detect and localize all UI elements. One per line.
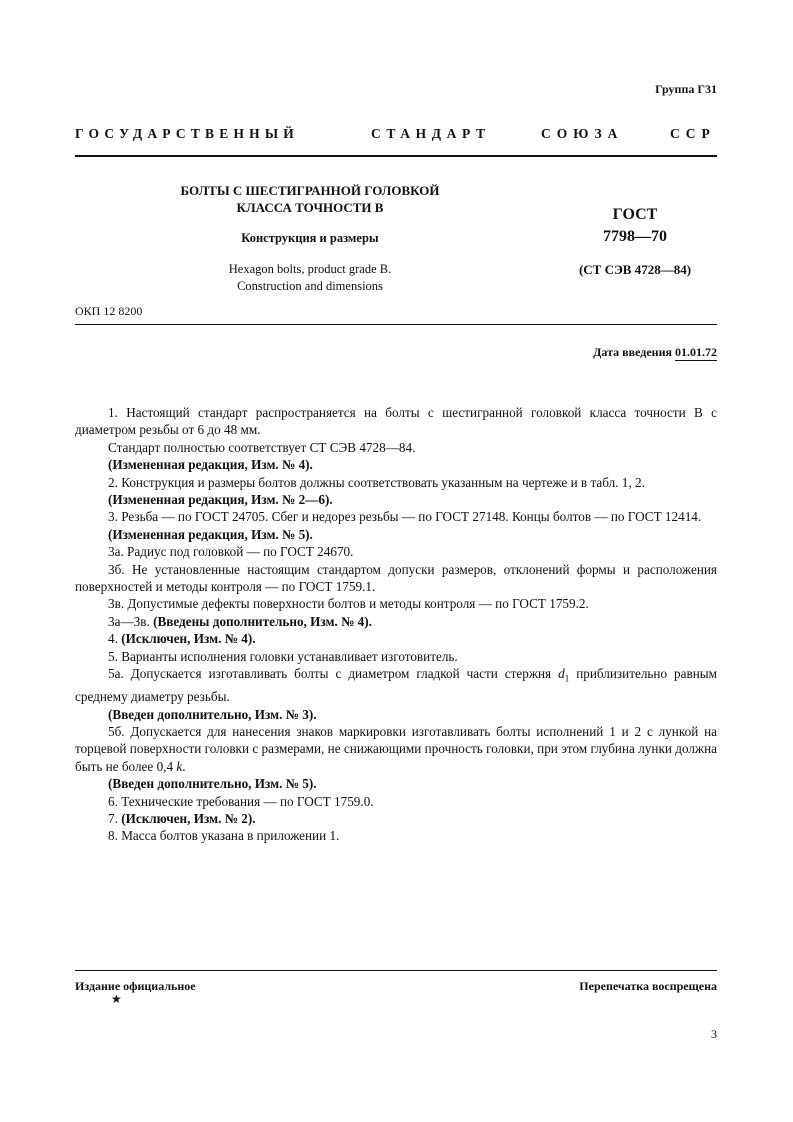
page-number: 3 — [711, 1027, 717, 1041]
okp-code: ОКП 12 8200 — [75, 304, 143, 318]
paragraph — [75, 630, 717, 647]
paragraph: 5. Варианты исполнения головки устанавливает изготовитель. — [108, 648, 458, 664]
amendment-note: (Исключен, Изм. № 4). — [121, 631, 256, 647]
amendment-note: (Введен дополнительно, Изм. № 5). — [108, 776, 317, 792]
variable-d: d — [558, 666, 565, 682]
body-text — [75, 404, 717, 845]
heading-word-union: СОЮЗА — [541, 126, 624, 141]
footer-rule — [75, 970, 717, 971]
date-value: 01.01.72 — [675, 345, 717, 359]
amendment-note: (Введен дополнительно, Изм. № 3). — [108, 706, 317, 722]
paragraph: 3б. Не установленные настоящим стандартом допуски размеров, отклонений формы и расположения поверхностей и методы контроля — по ГОСТ 1759.1. — [75, 561, 717, 595]
paragraph — [75, 810, 717, 827]
official-edition: Издание официальное — [75, 979, 196, 993]
paragraph: 8. Масса болтов указана в приложении 1. — [108, 828, 340, 844]
gost-equivalent: (СТ СЭВ 4728—84) — [578, 262, 692, 277]
english-line-1: Hexagon bolts, product grade B. — [228, 262, 392, 276]
paragraph: 3в. Допустимые дефекты поверхности болтов и методы контроля — по ГОСТ 1759.2. — [108, 596, 589, 612]
clause-prefix: 4. — [108, 631, 118, 647]
paragraph: 3а. Радиус под головкой — по ГОСТ 24670. — [108, 544, 354, 560]
paragraph: 6. Технические требования — по ГОСТ 1759.0. — [108, 793, 374, 809]
star-icon: ★ — [111, 992, 122, 1006]
amendment-note: (Измененная редакция, Изм. № 4). — [108, 457, 313, 473]
date-label: Дата введения — [593, 345, 672, 359]
document-title — [150, 182, 470, 216]
paragraph: 1. Настоящий стандарт распространяется на болты с шестигранной головкой класса точности В с диаметром резьбы от 6 до 48 мм. — [75, 405, 717, 438]
title-rule — [75, 324, 717, 325]
paragraph: 5а. Допускается изготавливать болты с диаметром гладкой части стержня $d_1$ приблизительно равным среднему диаметру резьбы. — [75, 666, 717, 705]
paragraph: 2. Конструкция и размеры болтов должны соответствовать указанным на чертеже и в табл. 1, 2. — [108, 474, 645, 490]
gost-number: 7798—70 — [603, 228, 667, 245]
title-line-2: КЛАССА ТОЧНОСТИ В — [236, 200, 384, 215]
paragraph: 3. Резьба — по ГОСТ 24705. Сбег и недорез резьбы — по ГОСТ 27148. Концы болтов — по ГОСТ 12414. — [108, 509, 702, 525]
effective-date — [593, 345, 717, 360]
english-title — [150, 261, 470, 295]
heading-word-state: ГОСУДАРСТВЕННЫЙ — [75, 126, 300, 141]
clause-prefix: 7. — [108, 810, 118, 826]
group-code: Группа Г31 — [655, 82, 717, 96]
amendment-note: (Измененная редакция, Изм. № 2—6). — [108, 492, 333, 508]
heading-word-standard: СТАНДАРТ — [371, 126, 491, 141]
variable-k: k — [176, 758, 183, 774]
paragraph: Стандарт полностью соответствует СТ СЭВ 4728—84. — [108, 439, 416, 455]
reprint-prohibited: Перепечатка воспрещена — [579, 979, 717, 993]
subscript: 1 — [564, 673, 570, 684]
heading-word-ussr: ССР — [670, 126, 716, 141]
title-line-1: БОЛТЫ С ШЕСТИГРАННОЙ ГОЛОВКОЙ — [180, 183, 440, 198]
amendment-note: (Измененная редакция, Изм. № 5). — [108, 526, 313, 542]
paragraph: 5б. Допускается для нанесения знаков маркировки изготавливать болты исполнений 1 и 2 с лункой на торцевой поверхности головки с размерами, не снижающими прочность головки, при этом глубина лунки должна быть не более 0,4 k. — [75, 723, 717, 774]
clause-prefix: 3а—3в. — [108, 613, 150, 629]
header-rule — [75, 155, 717, 157]
document-subtitle: Конструкция и размеры — [241, 231, 379, 245]
gost-label: ГОСТ — [612, 206, 658, 223]
amendment-note: (Введены дополнительно, Изм. № 4). — [153, 613, 372, 629]
amendment-note: (Исключен, Изм. № 2). — [121, 810, 256, 826]
paragraph — [75, 613, 717, 630]
english-line-2: Construction and dimensions — [237, 279, 383, 293]
